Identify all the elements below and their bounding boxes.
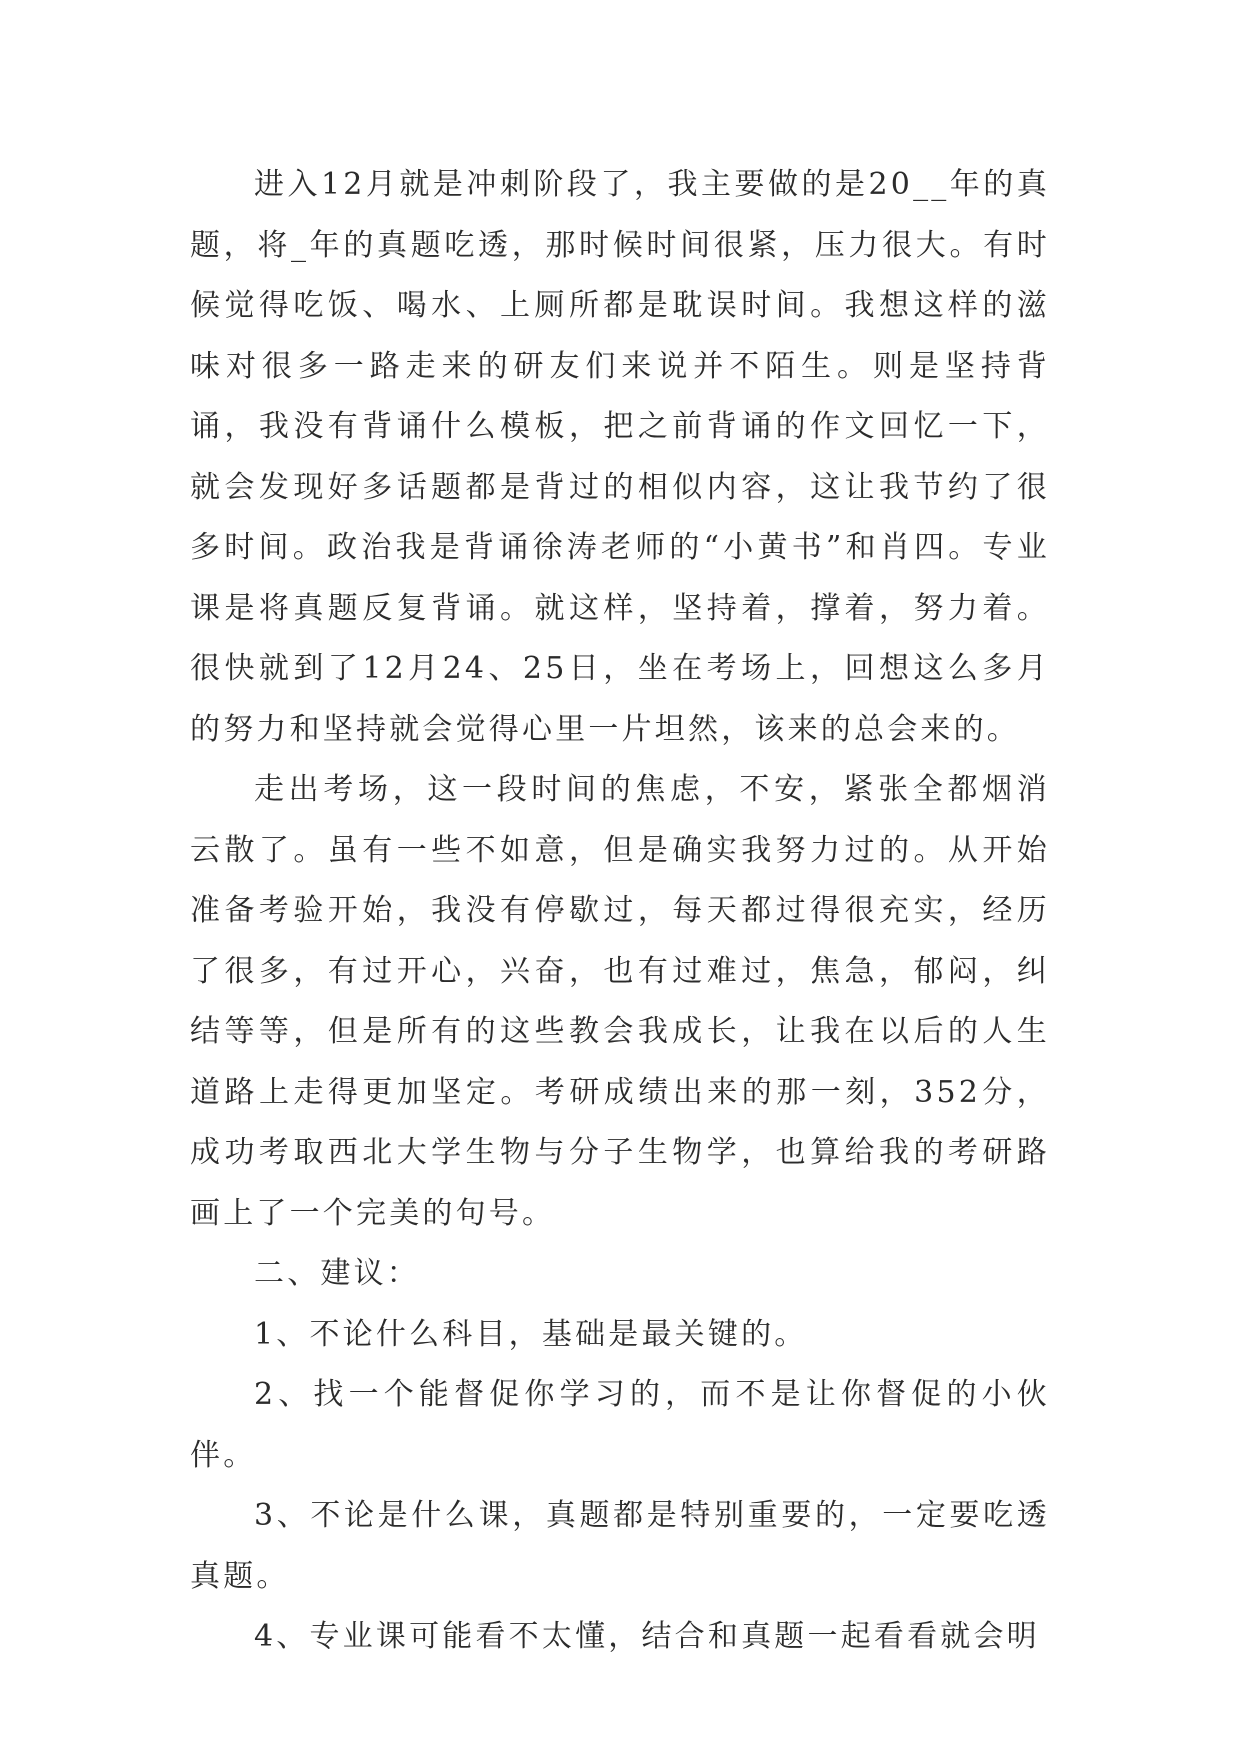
suggestion-item-1: 1、不论什么科目，基础是最关键的。	[254, 1316, 808, 1352]
document-body	[190, 155, 1050, 1668]
suggestion-item-2: 2、找一个能督促你学习的，而不是让你督促的小伙伴。	[190, 1377, 1050, 1473]
suggestion-item-4: 4、专业课可能看不太懂，结合和真题一起看看就会明	[254, 1619, 1040, 1654]
paragraph-exam-sprint: 进入12月就是冲刺阶段了，我主要做的是20__年的真题，将_年的真题吃透，那时候时间很紧，压力很大。有时候觉得吃饭、喝水、上厕所都是耽误时间。我想这样的滋味对很多一路走来的研友们来说并不陌生。则是坚持背诵，我没有背诵什么模板，把之前背诵的作文回忆一下，就会发现好多话题都是背过的相似内容，这让我节约了很多时间。政治我是背诵徐涛老师的“小黄书”和肖四。专业课是将真题反复背诵。就这样，坚持着，撑着，努力着。很快就到了12月24、25日，坐在考场上，回想这么多月的努力和坚持就会觉得心里一片坦然，该来的总会来的。	[190, 167, 1050, 747]
section-heading-suggestions: 二、建议：	[254, 1256, 420, 1291]
suggestion-item-3: 3、不论是什么课，真题都是特别重要的，一定要吃透真题。	[190, 1498, 1050, 1594]
paragraph-after-exam: 走出考场，这一段时间的焦虑，不安，紧张全都烟消云散了。虽有一些不如意，但是确实我努力过的。从开始准备考验开始，我没有停歇过，每天都过得很充实，经历了很多，有过开心，兴奋，也有过难过，焦急，郁闷，纠结等等，但是所有的这些教会我成长，让我在以后的人生道路上走得更加坚定。考研成绩出来的那一刻，352分，成功考取西北大学生物与分子生物学，也算给我的考研路画上了一个完美的句号。	[190, 772, 1050, 1231]
